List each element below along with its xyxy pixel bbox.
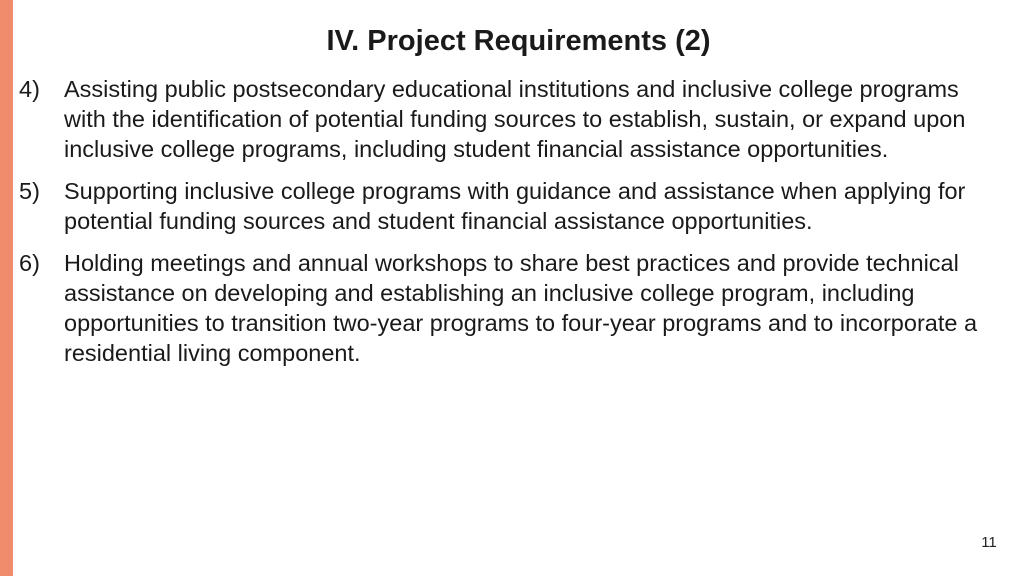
slide-title: IV. Project Requirements (2) <box>326 25 711 57</box>
list-item <box>13 74 1013 164</box>
list-item-number: 4) <box>19 76 40 102</box>
list-item-text: Supporting inclusive college programs with guidance and assistance when applying for potential funding sources and student financial assistance opportunities. <box>64 178 966 234</box>
list-item <box>13 248 1013 368</box>
list-item <box>13 176 1013 236</box>
requirements-list <box>13 74 1013 380</box>
slide <box>13 0 1024 576</box>
list-item-text: Assisting public postsecondary educational institutions and inclusive college programs with the identification of potential funding sources to establish, sustain, or expand upon inclusive college programs, including student financial assistance opportunities. <box>64 76 966 162</box>
list-item-text: Holding meetings and annual workshops to share best practices and provide technical assistance on developing and establishing an inclusive college program, including opportunities to transition two-year programs to four-year programs and to incorporate a residential living component. <box>64 250 978 366</box>
left-accent-bar <box>0 0 13 576</box>
list-item-number: 6) <box>19 250 40 276</box>
page-number: 11 <box>981 534 997 551</box>
list-item-number: 5) <box>19 178 40 204</box>
